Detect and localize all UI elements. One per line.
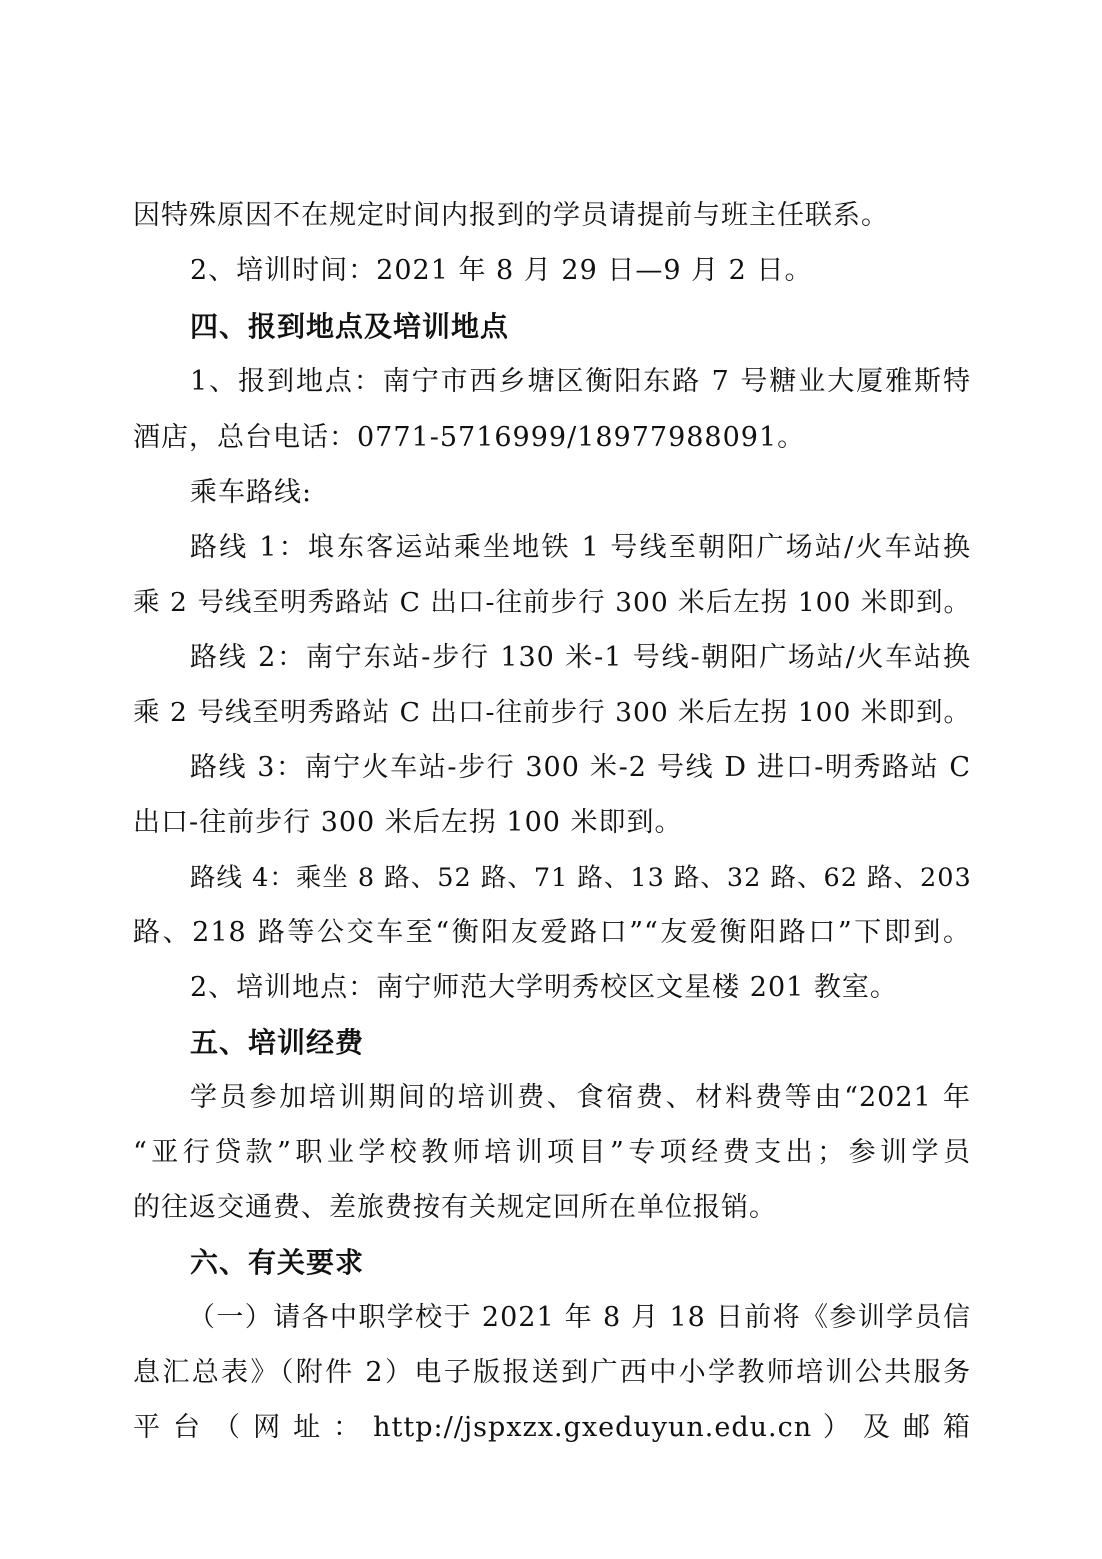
paragraph-line: 出口-往前步行 300 米后左拐 100 米即到。: [133, 807, 683, 838]
paragraph-line: 1、报到地点：南宁市西乡塘区衡阳东路 7 号糖业大厦雅斯特: [190, 366, 971, 397]
paragraph-line: “亚行贷款”职业学校教师培训项目”专项经费支出；参训学员: [133, 1137, 971, 1168]
paragraph-line: 路线 4：乘坐 8 路、52 路、71 路、13 路、32 路、62 路、203: [190, 863, 972, 893]
paragraph-line: 息汇总表》（附件 2）电子版报送到广西中小学教师培训公共服务: [133, 1357, 971, 1388]
paragraph-line: 因特殊原因不在规定时间内报到的学员请提前与班主任联系。: [133, 200, 889, 231]
paragraph-line: 乘 2 号线至明秀路站 C 出口-往前步行 300 米后左拐 100 米即到。: [133, 697, 971, 728]
section-heading: 六、有关要求: [190, 1246, 365, 1279]
paragraph-line: 路线 1：埌东客运站乘坐地铁 1 号线至朝阳广场站/火车站换: [190, 532, 971, 563]
paragraph-line: 乘车路线:: [190, 477, 313, 508]
section-heading: 四、报到地点及培训地点: [190, 310, 510, 343]
paragraph-line: 路线 3：南宁火车站-步行 300 米-2 号线 D 进口-明秀路站 C: [190, 752, 971, 783]
section-heading: 五、培训经费: [190, 1026, 365, 1059]
paragraph-line: 乘 2 号线至明秀路站 C 出口-往前步行 300 米后左拐 100 米即到。: [133, 587, 971, 618]
paragraph-line: 路、218 路等公交车至“衡阳友爱路口”“友爱衡阳路口”下即到。: [133, 917, 971, 948]
paragraph-line: 平 台 （ 网 址 ： http://jspxzx.gxeduyun.edu.cn ） 及 邮 箱: [133, 1412, 971, 1443]
paragraph-line: 酒店，总台电话：0771-5716999/18977988091。: [133, 422, 806, 453]
paragraph-line: 的往返交通费、差旅费按有关规定回所在单位报销。: [133, 1192, 777, 1223]
paragraph-line: 2、培训地点：南宁师范大学明秀校区文星楼 201 教室。: [190, 972, 898, 1003]
paragraph-line: 2、培训时间：2021 年 8 月 29 日—9 月 2 日。: [190, 255, 813, 286]
paragraph-line: 路线 2：南宁东站-步行 130 米-1 号线-朝阳广场站/火车站换: [190, 642, 971, 673]
paragraph-line: 学员参加培训期间的培训费、食宿费、材料费等由“2021 年: [190, 1082, 971, 1113]
paragraph-line: （一）请各中职学校于 2021 年 8 月 18 日前将《参训学员信: [188, 1302, 971, 1333]
